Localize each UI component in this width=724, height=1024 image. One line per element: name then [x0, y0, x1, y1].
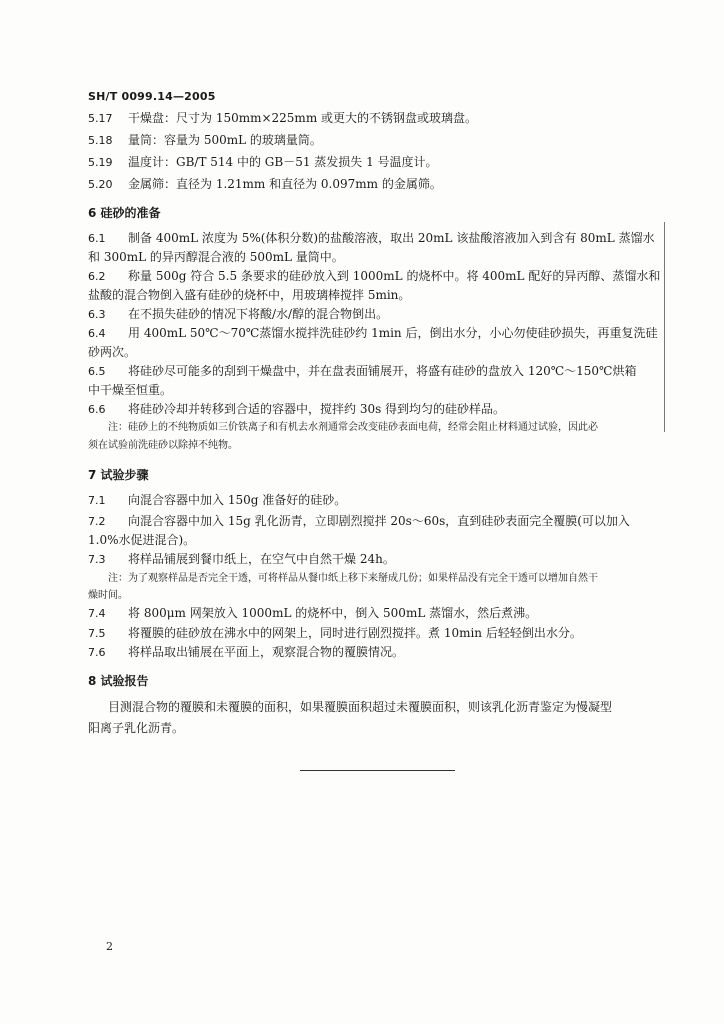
clause-6-1	[88, 228, 655, 249]
clause-number: 7.6	[88, 646, 106, 659]
section-6-note: 注：硅砂上的不纯物质如三价铁离子和有机去水剂通常会改变硅砂表面电荷，经常会阻止材料通过试验，因此必	[108, 422, 598, 433]
clause-number: 5.17	[88, 112, 113, 125]
section-7-note-cont: 燥时间。	[88, 590, 128, 601]
clause-text: 将样品铺展到餐巾纸上，在空气中自然干燥 24h。	[128, 552, 395, 566]
clause-7-5	[88, 623, 648, 644]
clause-7-3	[88, 549, 648, 570]
section-6-note-cont: 须在试验前洗硅砂以除掉不纯物。	[88, 440, 238, 451]
clause-7-2-cont: 1.0%水促进混合)。	[88, 533, 196, 547]
clause-text: 量筒：容量为 500mL 的玻璃量筒。	[128, 133, 322, 147]
clause-text: 将样品取出铺展在平面上，观察混合物的覆膜情况。	[128, 645, 405, 659]
end-rule	[300, 770, 455, 771]
clause-6-4-cont: 砂两次。	[88, 345, 137, 359]
clause-text: 称量 500g 符合 5.5 条要求的硅砂放入到 1000mL 的烧杯中。将 400mL 配好的异丙醇、蒸馏水和	[128, 269, 661, 283]
section-7-note: 注：为了观察样品是否完全干透，可将样品从餐巾纸上移下来掰成几份；如果样品没有完全干透可以增加自然干	[108, 573, 598, 584]
clause-text: 用 400mL 50℃～70℃蒸馏水搅拌洗硅砂约 1min 后，倒出水分，小心勿使硅砂损失，再重复洗硅	[128, 326, 658, 340]
clause-text: 将硅砂冷却并转移到合适的容器中，搅拌约 30s 得到均匀的硅砂样品。	[128, 402, 506, 416]
clause-number: 7.3	[88, 553, 106, 566]
section-6-heading: 6 硅砂的准备	[88, 206, 161, 220]
clause-7-2	[88, 511, 648, 532]
clause-text: 在不损失硅砂的情况下将酸/水/醇的混合物倒出。	[128, 307, 389, 321]
clause-number: 7.4	[88, 607, 106, 620]
clause-text: 金属筛：直径为 1.21mm 和直径为 0.097mm 的金属筛。	[128, 177, 442, 191]
clause-number: 7.2	[88, 515, 106, 528]
clause-number: 5.18	[88, 134, 113, 147]
clause-text: 将 800μm 网架放入 1000mL 的烧杯中，倒入 500mL 蒸馏水，然后煮沸。	[128, 606, 538, 620]
section-8-heading: 8 试验报告	[88, 674, 149, 688]
section-8-body: 目测混合物的覆膜和未覆膜的面积，如果覆膜面积超过未覆膜面积，则该乳化沥青鉴定为慢凝型	[108, 700, 613, 714]
clause-text: 温度计：GB/T 514 中的 GB－51 蒸发损失 1 号温度计。	[128, 155, 438, 169]
clause-number: 6.3	[88, 308, 106, 321]
clause-text: 将硅砂尽可能多的刮到干燥盘中，并在盘表面铺展开，将盛有硅砂的盘放入 120℃～150℃烘箱	[128, 364, 637, 378]
clause-number: 5.20	[88, 178, 113, 191]
clause-6-4	[88, 323, 658, 344]
clause-6-5	[88, 361, 648, 382]
clause-6-3	[88, 304, 648, 325]
clause-number: 6.2	[88, 270, 106, 283]
clause-number: 5.19	[88, 156, 113, 169]
clause-text: 向混合容器中加入 15g 乳化沥青，立即剧烈搅拌 20s～60s，直到硅砂表面完全覆膜(可以加入	[128, 514, 630, 528]
section-7-heading: 7 试验步骤	[88, 468, 149, 482]
clause-6-1-cont: 和 300mL 的异丙醇混合液的 500mL 量筒中。	[88, 250, 344, 264]
clause-5-17	[88, 108, 648, 129]
standard-code-header: SH/T 0099.14—2005	[88, 90, 216, 103]
clause-number: 6.1	[88, 232, 106, 245]
clause-6-5-cont: 中干燥至恒重。	[88, 383, 173, 397]
clause-6-2	[88, 266, 661, 287]
clause-5-19	[88, 152, 648, 173]
clause-number: 6.4	[88, 327, 106, 340]
clause-number: 6.6	[88, 403, 106, 416]
clause-7-1	[88, 490, 648, 511]
margin-mark	[664, 222, 665, 432]
clause-number: 6.5	[88, 365, 106, 378]
clause-6-2-cont: 盐酸的混合物倒入盛有硅砂的烧杯中，用玻璃棒搅拌 5min。	[88, 288, 411, 302]
clause-7-4	[88, 603, 648, 624]
page-number: 2	[106, 940, 113, 953]
clause-text: 干燥盘：尺寸为 150mm×225mm 或更大的不锈钢盘或玻璃盘。	[128, 111, 478, 125]
clause-6-6	[88, 399, 648, 420]
clause-5-20	[88, 174, 648, 195]
section-8-body-cont: 阳离子乳化沥青。	[88, 721, 185, 735]
clause-5-18	[88, 130, 648, 151]
clause-number: 7.1	[88, 494, 106, 507]
clause-7-6	[88, 642, 648, 663]
clause-text: 制备 400mL 浓度为 5%(体积分数)的盐酸溶液，取出 20mL 该盐酸溶液加入到含有 80mL 蒸馏水	[128, 231, 655, 245]
clause-text: 向混合容器中加入 150g 准备好的硅砂。	[128, 493, 347, 507]
clause-number: 7.5	[88, 627, 106, 640]
clause-text: 将覆膜的硅砂放在沸水中的网架上，同时进行剧烈搅拌。煮 10min 后轻轻倒出水分。	[128, 626, 582, 640]
